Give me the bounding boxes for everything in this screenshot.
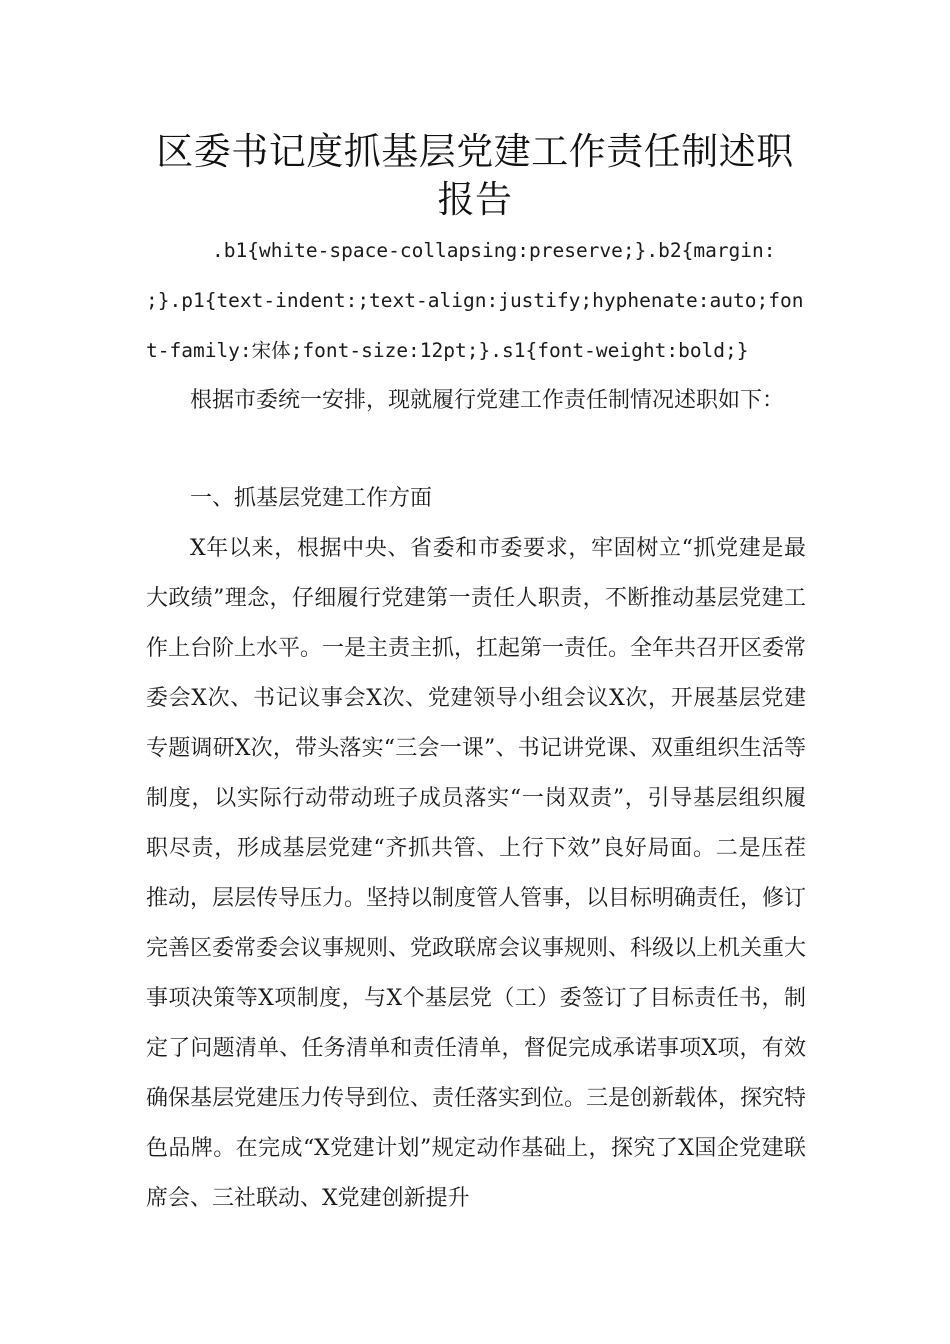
body-paragraph: X年以来，根据中央、省委和市委要求，牢固树立“抓党建是最大政绩”理念，仔细履行党建第一责任人职责，不断推动基层党建工作上台阶上水平。一是主责主抓，扛起第一责任。全年共召开区委常委会X次、书记议事会X次、党建领导小组会议X次，开展基层党建专题调研X次，带头落实“三会一课”、书记讲党课、双重组织生活等制度，以实际行动带动班子成员落实“一岗双责”，引导基层组织履职尽责，形成基层党建“齐抓共管、上行下效”良好局面。二是压茬推动，层层传导压力。坚持以制度管人管事，以目标明确责任，修订完善区委常委会议事规则、党政联席会议事规则、科级以上机关重大事项决策等X项制度，与X个基层党（工）委签订了目标责任书，制定了问题清单、任务清单和责任清单，督促完成承诺事项X项，有效确保基层党建压力传导到位、责任落实到位。三是创新载体，探究特色品牌。在完成“X党建计划”规定动作基础上，探究了X国企党建联席会、三社联动、X党建创新提升 — [146, 536, 807, 1211]
css-residue-text: .b1{white-space-collapsing:preserve;}.b2{margin: ;}.p1{text-indent:;text-align:justify;hyphenate:auto;font-family:宋体;font-size:12pt;}.s1{font-weight:bold;} — [146, 239, 804, 362]
section-heading: 一、抓基层党建工作方面 — [190, 486, 433, 511]
intro-paragraph: 根据市委统一安排，现就履行党建工作责任制情况述职如下： — [190, 388, 785, 413]
document-title: 区委书记度抓基层党建工作责任制述职报告 — [156, 130, 794, 221]
